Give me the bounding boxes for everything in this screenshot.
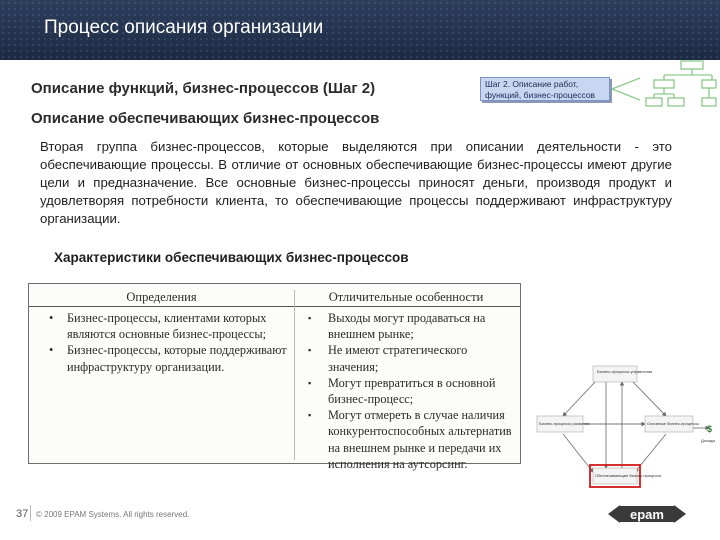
process-relations-diagram xyxy=(533,362,719,498)
description-paragraph: Вторая группа бизнес-процессов, которые выделяются при описании деятельности - это обеспечивающие процессы. В отличие от основных обеспечивающие бизнес-процессы имеют другие цели и предназначение. Все основные бизнес-процессы приносят деньги, производя продукт и удовлетворяя потребности клиента, то обеспечивающие процессы поддерживают инфраструктуру организации. xyxy=(40,139,672,226)
title-bar xyxy=(0,0,720,60)
step-label-box xyxy=(480,77,610,101)
characteristics-table xyxy=(28,283,521,471)
bullet-icon: ▪ xyxy=(308,410,312,421)
bullet-icon: ▪ xyxy=(308,313,312,323)
list-item: ▪ Могут отмереть в случае наличия конкурентоспособных альтернатив на внешнем рынке и передачи их исполнения на аутсорсинг. xyxy=(308,408,512,471)
bullet-icon: ▪ xyxy=(308,377,312,388)
income-label: Доходы xyxy=(701,438,716,443)
list-item: • Бизнес-процессы, которые поддерживают инфраструктуру организации. xyxy=(49,343,287,374)
list-item: ▪ Не имеют стратегического значения; xyxy=(308,343,468,374)
bullet-icon: • xyxy=(49,343,54,358)
list-item: • Бизнес-процессы, клиентами которых являются основные бизнес-процессы; xyxy=(49,311,267,342)
footer-divider xyxy=(30,505,31,521)
logo-text: epam xyxy=(630,507,664,522)
bullet-icon: • xyxy=(49,311,54,325)
definitions-column xyxy=(49,310,289,375)
bullet-icon: ▪ xyxy=(308,345,312,356)
table-header-definitions: Определения xyxy=(126,290,197,304)
table-header-features: Отличительные особенности xyxy=(328,290,484,304)
step-label-line1: Шаг 2. Описание работ, xyxy=(485,79,579,89)
features-column xyxy=(306,310,518,472)
list-item: ▪ Могут превратиться в основной бизнес-процесс; xyxy=(308,375,496,407)
company-logo xyxy=(606,503,688,525)
table-column-divider xyxy=(294,290,295,460)
subheading: Описание обеспечивающих бизнес-процессов xyxy=(31,110,380,127)
diagram-label-core: Основные бизнес-процессы xyxy=(647,421,700,426)
table-header-row xyxy=(29,290,520,307)
page-number: 37 xyxy=(16,508,29,520)
diagram-label-development: Бизнес-процессы развития xyxy=(539,421,590,426)
characteristics-heading: Характеристики обеспечивающих бизнес-процессов xyxy=(54,250,409,265)
money-icon: $ xyxy=(707,424,713,434)
diagram-label-support: Обеспечивающие бизнес-процессы xyxy=(595,473,662,478)
step-heading: Описание функций, бизнес-процессов (Шаг 2) xyxy=(31,80,376,97)
step-label-line2: функций, бизнес-процессов xyxy=(485,90,596,100)
copyright-text: © 2009 EPAM Systems. All rights reserved. xyxy=(36,510,190,519)
list-item: ▪ Выходы могут продаваться на внешнем рынке; xyxy=(308,311,486,342)
org-chart-icon xyxy=(608,58,718,114)
diagram-label-management: Бизнес-процессы управления xyxy=(597,369,653,374)
slide-title: Процесс описания организации xyxy=(44,17,324,38)
